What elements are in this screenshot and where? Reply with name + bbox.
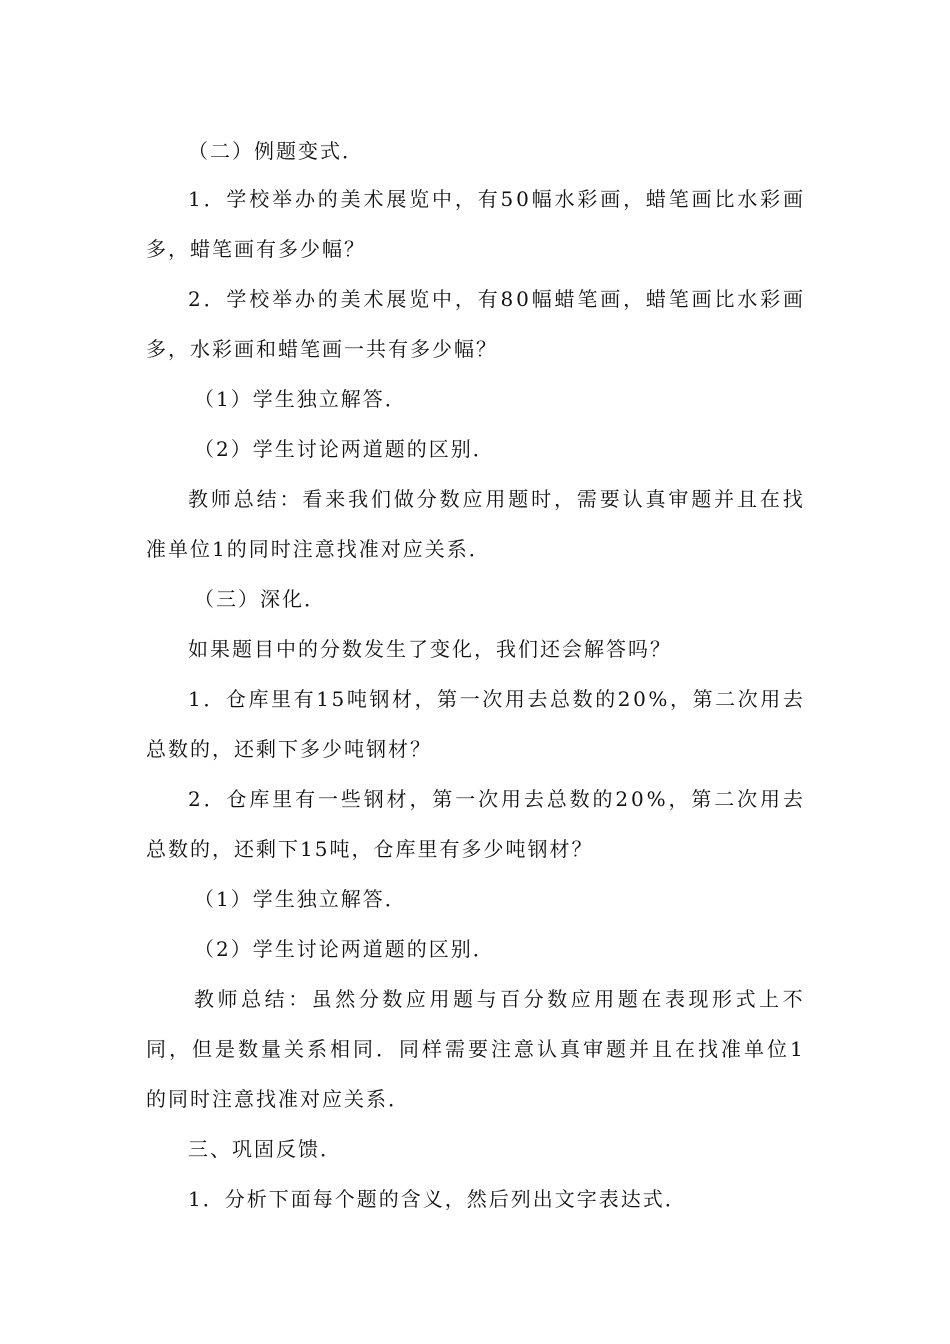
- paragraph-line: （1）学生独立解答．: [194, 887, 407, 911]
- paragraph-line: 1 ． 仓 库 里 有 1 5 吨 钢 材 ， 第 一 次 用 去 总 数 的 2 0 % ， 第 二 次 用 去: [188, 687, 805, 711]
- paragraph-line: 教 师 总 结 ： 虽 然 分 数 应 用 题 与 百 分 数 应 用 题 在 表 现 形 式 上 不: [194, 987, 805, 1011]
- paragraph-line: 2 ． 学 校 举 办 的 美 术 展 览 中 ， 有 8 0 幅 蜡 笔 画 ， 蜡 笔 画 比 水 彩 画: [188, 287, 805, 311]
- paragraph-line: （2）学生讨论两道题的区别．: [194, 937, 495, 961]
- paragraph-line: 多，水彩画和蜡笔画一共有多少幅？: [146, 337, 498, 361]
- paragraph-line: 如果题目中的分数发生了变化，我们还会解答吗？: [188, 637, 672, 661]
- paragraph-line: 1 ． 学 校 举 办 的 美 术 展 览 中 ， 有 5 0 幅 水 彩 画 ， 蜡 笔 画 比 水 彩 画: [188, 187, 805, 211]
- paragraph-line: （2）学生讨论两道题的区别．: [194, 437, 495, 461]
- paragraph-line: 教 师 总 结 ： 看 来 我 们 做 分 数 应 用 题 时 ， 需 要 认 真 审 题 并 且 在 找: [188, 487, 805, 511]
- paragraph-line: 的同时注意找准对应关系．: [146, 1087, 410, 1111]
- section-heading-deepening: （三）深化．: [194, 587, 326, 611]
- paragraph-line: 同 ， 但 是 数 量 关 系 相 同 ． 同 样 需 要 注 意 认 真 审 题 并 且 在 找 准 单 位 1: [146, 1037, 805, 1061]
- section-heading-example-variants: （二）例题变式．: [188, 139, 364, 163]
- paragraph-line: 1．分析下面每个题的含义，然后列出文字表达式．: [188, 1187, 687, 1211]
- paragraph-line: 准单位1的同时注意找准对应关系．: [146, 537, 491, 561]
- paragraph-line: 2 ． 仓 库 里 有 一 些 钢 材 ， 第 一 次 用 去 总 数 的 2 0 % ， 第 二 次 用 去: [188, 787, 805, 811]
- paragraph-line: （1）学生独立解答．: [194, 387, 407, 411]
- paragraph-line: 总数的，还剩下15吨，仓库里有多少吨钢材？: [146, 837, 594, 861]
- section-heading-consolidation: 三、巩固反馈．: [188, 1137, 342, 1161]
- paragraph-line: 总数的，还剩下多少吨钢材？: [146, 737, 432, 761]
- paragraph-line: 多，蜡笔画有多少幅？: [146, 237, 366, 261]
